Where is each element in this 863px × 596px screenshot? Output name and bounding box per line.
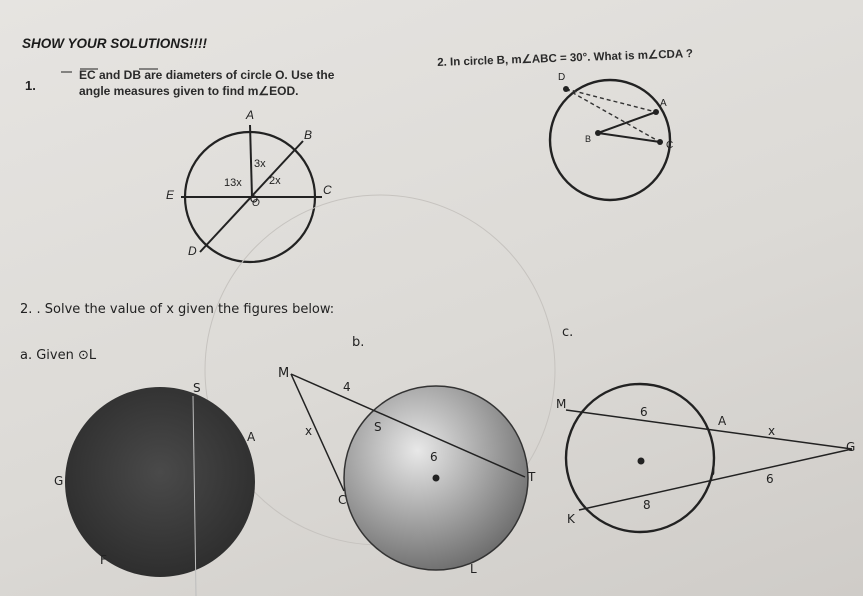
problem1-number: 1.	[25, 78, 36, 93]
section2-title: 2. . Solve the value of x given the figures below:	[20, 302, 335, 317]
fc-label-8: 8	[643, 498, 651, 512]
p1-label-O: O	[252, 198, 260, 209]
p1-label-C: C	[323, 183, 332, 197]
p1-label-E: E	[166, 188, 175, 202]
fb-label-C: C	[338, 493, 347, 507]
fa-label-F: F	[100, 553, 107, 567]
problem1-text-line1: EC and DB are diameters of circle O. Use the	[79, 68, 335, 82]
problem2-text: 2. In circle B, m∠ABC = 30°. What is m∠CDA ?	[437, 48, 694, 69]
fb-label-M: M	[278, 366, 290, 381]
fc-label-A: A	[718, 414, 727, 428]
fc-label-6b: 6	[766, 472, 774, 486]
problem1-text-line2: angle measures given to find m∠EOD.	[79, 84, 299, 98]
section2-part-a-label: a. Given ⊙L	[20, 348, 97, 363]
p2-label-B: B	[585, 134, 592, 144]
fb-label-T: T	[528, 470, 536, 484]
fa-label-G: G	[54, 474, 64, 488]
fa-label-A: A	[247, 430, 256, 444]
p1-angle-13x: 13x	[224, 177, 242, 189]
fc-label-6: 6	[640, 405, 648, 419]
fb-label-4: 4	[343, 380, 351, 394]
fc-label-K: K	[567, 512, 575, 526]
p2-label-A: A	[660, 98, 667, 109]
p2-label-D: D	[558, 72, 566, 83]
section2-part-b-label: b.	[352, 335, 365, 350]
fc-label-G: G	[846, 440, 856, 454]
p1-angle-2x: 2x	[269, 175, 281, 187]
fb-label-6: 6	[430, 450, 438, 464]
fb-label-x: x	[305, 424, 313, 438]
p1-label-D: D	[188, 244, 197, 258]
p1-label-B: B	[304, 128, 313, 142]
p2-label-C: C	[666, 140, 674, 151]
worksheet-header: SHOW YOUR SOLUTIONS!!!!	[22, 36, 207, 51]
fb-label-L: L	[470, 562, 477, 576]
fa-label-S: S	[193, 381, 201, 395]
fc-label-J: J	[712, 462, 716, 476]
p1-label-A: A	[246, 108, 255, 122]
fb-label-S: S	[374, 420, 382, 434]
section2-part-c-label: c.	[562, 325, 574, 340]
p1-angle-3x: 3x	[254, 158, 266, 170]
fc-label-M: M	[556, 397, 567, 411]
fc-label-x: x	[768, 424, 776, 438]
